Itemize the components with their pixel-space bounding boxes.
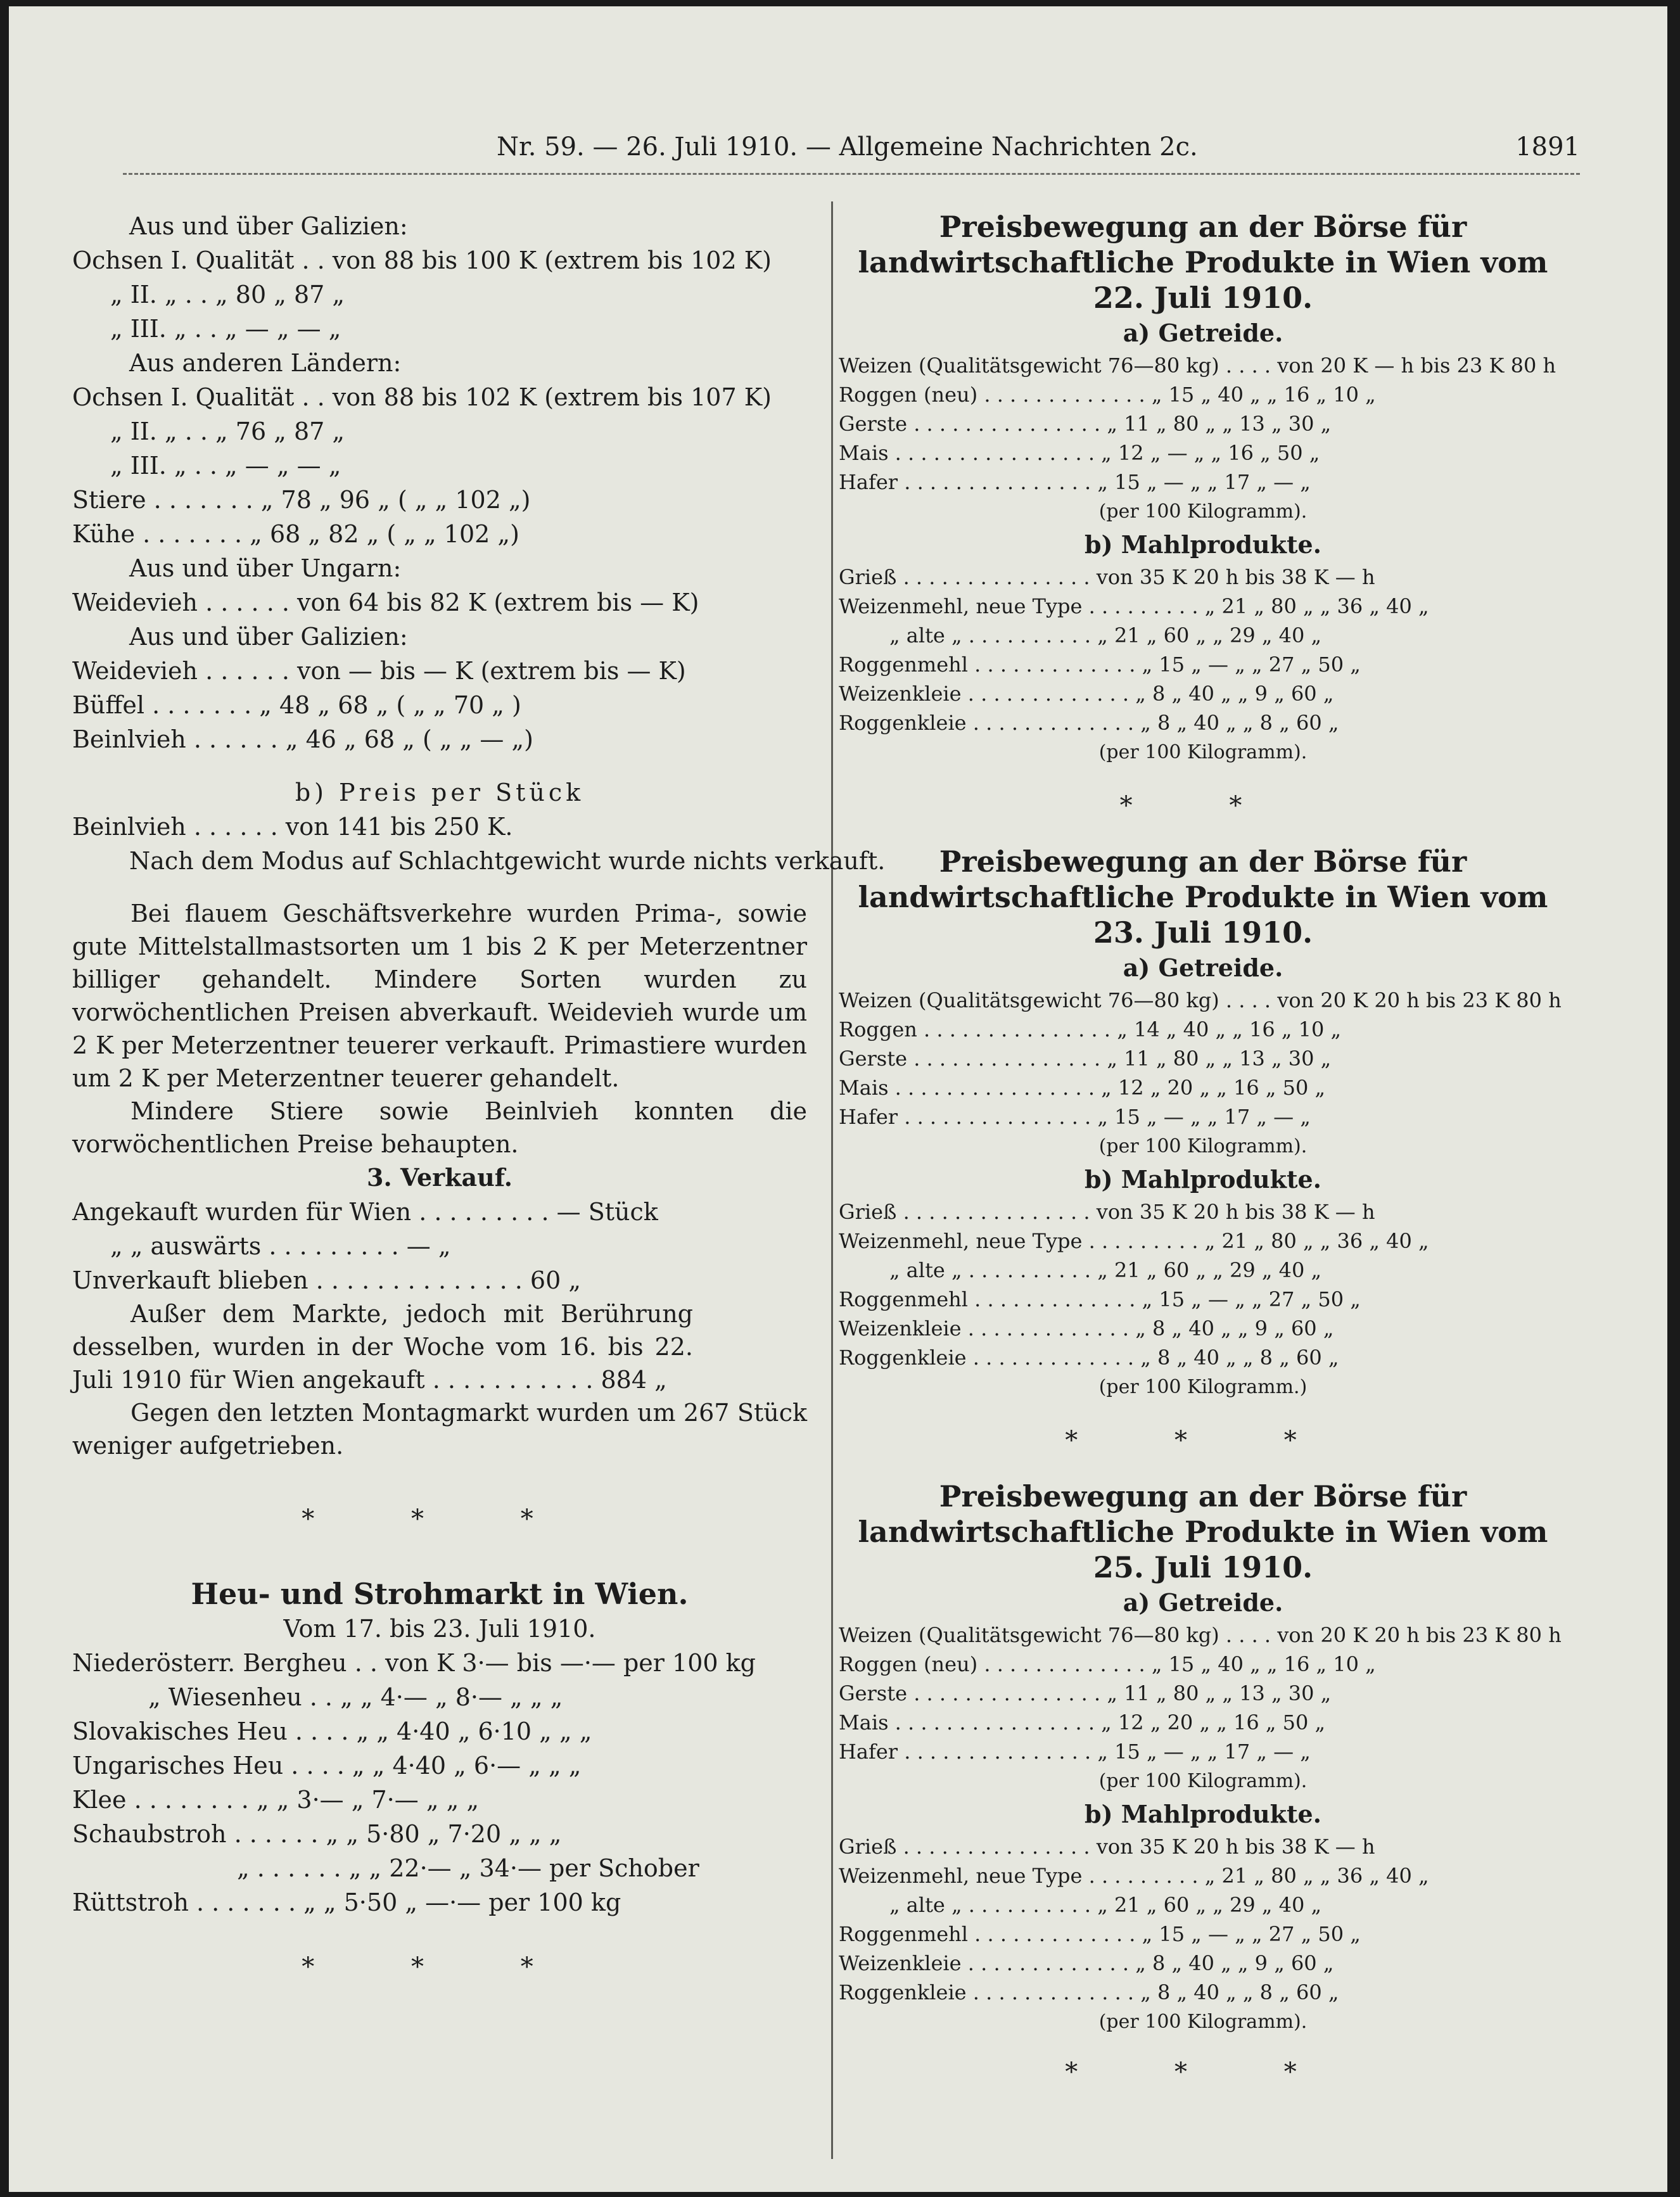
getreide-row: Weizen (Qualitätsgewicht 76—80 kg) . . . . von 20 K — h bis 23 K 80 h [839, 353, 1556, 378]
getreide-title: a) Getreide. [1123, 953, 1283, 982]
block-title: Preisbewegung an der Börse für landwirtschaftliche Produkte in Wien vom 22. Juli 1910. [858, 210, 1548, 315]
heu-subtitle: Vom 17. bis 23. Juli 1910. [283, 1615, 596, 1643]
getreide-title: a) Getreide. [1123, 319, 1283, 347]
separator-stars: * * * [1065, 2058, 1341, 2087]
heu-row: Rüttstroh . . . . . . . „ „ 5·50 „ —·— per 100 kg [72, 1888, 621, 1916]
price-row: Weidevieh . . . . . . von 64 bis 82 K (extrem bis — K) [72, 589, 699, 616]
unit-note: (per 100 Kilogramm). [1098, 1770, 1308, 1792]
heu-row: Slovakisches Heu . . . . „ „ 4·40 „ 6·10 „ „ „ [72, 1717, 592, 1745]
price-row: „ II. „ . . „ 76 „ 87 „ [110, 417, 345, 445]
mahl-row: Roggenkleie . . . . . . . . . . . . . „ 8 „ 40 „ „ 8 „ 60 „ [839, 711, 1339, 735]
getreide-row: Weizen (Qualitätsgewicht 76—80 kg) . . . . von 20 K 20 h bis 23 K 80 h [839, 988, 1562, 1012]
page-header [123, 124, 1580, 168]
header-title: Nr. 59. — 26. Juli 1910. — Allgemeine Nachrichten 2c. [497, 132, 1198, 162]
getreide-row: Mais . . . . . . . . . . . . . . . . „ 12 „ 20 „ „ 16 „ 50 „ [839, 1710, 1326, 1735]
price-row: Büffel . . . . . . . „ 48 „ 68 „ ( „ „ 70 „ ) [72, 691, 521, 719]
mahl-row: Roggenmehl . . . . . . . . . . . . . „ 15 „ — „ „ 27 „ 50 „ [839, 1287, 1361, 1311]
mahl-row: Weizenkleie . . . . . . . . . . . . . „ 8 „ 40 „ „ 9 „ 60 „ [839, 1951, 1334, 1975]
section-title: Aus und über Ungarn: [129, 554, 402, 582]
heu-row: Ungarisches Heu . . . . „ „ 4·40 „ 6·— „ „ „ [72, 1752, 582, 1780]
getreide-row: Gerste . . . . . . . . . . . . . . . „ 11 „ 80 „ „ 13 „ 30 „ [839, 412, 1332, 436]
separator-stars: * * * [302, 1952, 578, 1982]
getreide-row: Roggen (neu) . . . . . . . . . . . . . „ 15 „ 40 „ „ 16 „ 10 „ [839, 383, 1376, 407]
price-row: Ochsen I. Qualität . . von 88 bis 102 K (extrem bis 107 K) [72, 383, 772, 411]
mahl-row: Weizenmehl, neue Type . . . . . . . . . „ 21 „ 80 „ „ 36 „ 40 „ [839, 594, 1429, 618]
separator-stars: * * * [302, 1505, 578, 1534]
unit-note: (per 100 Kilogramm). [1098, 500, 1308, 523]
separator-stars: * * * [1065, 1426, 1341, 1455]
paragraph: Bei flauem Geschäftsverkehre wurden Prima-, sowie gute Mittelstallmastsorten um 1 bis 2 K per Meterzentner billiger gehandelt. Mindere Sorten wurden zu vorwöchentlichen Preisen abverkauft. Weidevieh wurde um 2 K per Meterzentner teuerer verkauft. Primastiere wurden um 2 K per Meterzentner teuerer gehandelt. [72, 900, 807, 1092]
header-rule [123, 173, 1580, 175]
preis-title: b) Preis per Stück [295, 779, 585, 806]
verkauf-row: „ „ auswärts . . . . . . . . . — „ [110, 1232, 451, 1260]
price-block-25-juli [839, 1479, 1567, 2107]
unit-note: (per 100 Kilogramm). [1098, 1135, 1308, 1157]
mahl-row: Grieß . . . . . . . . . . . . . . . von 35 K 20 h bis 38 K — h [839, 1835, 1375, 1859]
mahl-row: Weizenmehl, neue Type . . . . . . . . . „ 21 „ 80 „ „ 36 „ 40 „ [839, 1229, 1429, 1253]
mahl-row: Weizenkleie . . . . . . . . . . . . . „ 8 „ 40 „ „ 9 „ 60 „ [839, 682, 1334, 706]
page-number: 1891 [1515, 132, 1580, 162]
unit-note: (per 100 Kilogramm.) [1098, 1376, 1308, 1398]
heu-row: „ Wiesenheu . . „ „ 4·— „ 8·— „ „ „ [148, 1683, 563, 1711]
separator-stars: * * [1119, 791, 1287, 820]
mahl-row: Roggenmehl . . . . . . . . . . . . . „ 15 „ — „ „ 27 „ 50 „ [839, 1922, 1361, 1946]
getreide-row: Hafer . . . . . . . . . . . . . . . „ 15 „ — „ „ 17 „ — „ [839, 1105, 1311, 1129]
price-block-22-juli [839, 209, 1567, 844]
getreide-row: Hafer . . . . . . . . . . . . . . . „ 15 „ — „ „ 17 „ — „ [839, 1740, 1311, 1764]
heu-row: Schaubstroh . . . . . . „ „ 5·80 „ 7·20 „ „ „ [72, 1820, 562, 1848]
price-row: Beinlvieh . . . . . . von 141 bis 250 K. [72, 813, 513, 841]
heu-row: „ . . . . . . „ „ 22·— „ 34·— per Schober [237, 1854, 699, 1882]
mahl-row: Weizenkleie . . . . . . . . . . . . . „ 8 „ 40 „ „ 9 „ 60 „ [839, 1316, 1334, 1340]
price-row: „ III. „ . . „ — „ — „ [110, 452, 341, 480]
modus-text: Nach dem Modus auf Schlachtgewicht wurde nichts verkauft. [129, 847, 886, 875]
mahl-title: b) Mahlprodukte. [1085, 1165, 1321, 1194]
verkauf-row: Angekauft wurden für Wien . . . . . . . . . — Stück [72, 1198, 658, 1226]
section-title: Aus anderen Ländern: [129, 349, 402, 377]
getreide-row: Mais . . . . . . . . . . . . . . . . „ 12 „ — „ „ 16 „ 50 „ [839, 441, 1320, 465]
heu-title: Heu- und Strohmarkt in Wien. [191, 1577, 689, 1611]
mahl-row: Roggenmehl . . . . . . . . . . . . . „ 15 „ — „ „ 27 „ 50 „ [839, 653, 1361, 677]
mahl-row: Weizenmehl, neue Type . . . . . . . . . „ 21 „ 80 „ „ 36 „ 40 „ [839, 1864, 1429, 1888]
mahl-row: „ alte „ . . . . . . . . . . „ 21 „ 60 „ „ 29 „ 40 „ [889, 1893, 1322, 1917]
price-row: Weidevieh . . . . . . von — bis — K (extrem bis — K) [72, 657, 686, 685]
getreide-row: Hafer . . . . . . . . . . . . . . . „ 15 „ — „ „ 17 „ — „ [839, 470, 1311, 494]
price-row: Ochsen I. Qualität . . von 88 bis 100 K (extrem bis 102 K) [72, 246, 772, 274]
mahl-row: „ alte „ . . . . . . . . . . „ 21 „ 60 „ „ 29 „ 40 „ [889, 623, 1322, 647]
left-column [72, 209, 886, 2015]
column-divider [831, 201, 833, 2159]
price-block-23-juli [839, 844, 1567, 1479]
section-title: Aus und über Galizien: [129, 623, 408, 651]
getreide-row: Mais . . . . . . . . . . . . . . . . „ 12 „ 20 „ „ 16 „ 50 „ [839, 1076, 1326, 1100]
price-row: Kühe . . . . . . . „ 68 „ 82 „ ( „ „ 102 „) [72, 520, 519, 548]
mahl-row: Grieß . . . . . . . . . . . . . . . von 35 K 20 h bis 38 K — h [839, 565, 1375, 589]
mahl-row: „ alte „ . . . . . . . . . . „ 21 „ 60 „ „ 29 „ 40 „ [889, 1258, 1322, 1282]
mahl-row: Grieß . . . . . . . . . . . . . . . von 35 K 20 h bis 38 K — h [839, 1200, 1375, 1224]
paragraph: Gegen den letzten Montagmarkt wurden um 267 Stück weniger aufgetrieben. [72, 1399, 807, 1460]
mahl-title: b) Mahlprodukte. [1085, 1800, 1321, 1828]
block-title: Preisbewegung an der Börse für landwirtschaftliche Produkte in Wien vom 23. Juli 1910. [858, 844, 1548, 950]
getreide-row: Weizen (Qualitätsgewicht 76—80 kg) . . . . von 20 K 20 h bis 23 K 80 h [839, 1623, 1562, 1647]
price-row: „ III. „ . . „ — „ — „ [110, 315, 341, 343]
newspaper-page [9, 6, 1667, 2192]
price-row: Beinlvieh . . . . . . „ 46 „ 68 „ ( „ „ — „) [72, 725, 533, 753]
heu-row: Klee . . . . . . . . „ „ 3·— „ 7·— „ „ „ [72, 1786, 480, 1814]
getreide-title: a) Getreide. [1123, 1588, 1283, 1617]
paragraph: Außer dem Markte, jedoch mit Berührung desselben, wurden in der Woche vom 16. bis 22. Juli 1910 für Wien angekauft . . . . . . . . . . . 884 „ [72, 1300, 693, 1394]
unit-note: (per 100 Kilogramm). [1098, 741, 1308, 763]
getreide-row: Gerste . . . . . . . . . . . . . . . „ 11 „ 80 „ „ 13 „ 30 „ [839, 1681, 1332, 1705]
mahl-row: Roggenkleie . . . . . . . . . . . . . „ 8 „ 40 „ „ 8 „ 60 „ [839, 1980, 1339, 2004]
getreide-row: Gerste . . . . . . . . . . . . . . . „ 11 „ 80 „ „ 13 „ 30 „ [839, 1047, 1332, 1071]
block-title: Preisbewegung an der Börse für landwirtschaftliche Produkte in Wien vom 25. Juli 1910. [858, 1479, 1548, 1584]
mahl-title: b) Mahlprodukte. [1085, 530, 1321, 559]
price-row: Stiere . . . . . . . „ 78 „ 96 „ ( „ „ 102 „) [72, 486, 531, 514]
mahl-row: Roggenkleie . . . . . . . . . . . . . „ 8 „ 40 „ „ 8 „ 60 „ [839, 1346, 1339, 1370]
getreide-row: Roggen . . . . . . . . . . . . . . . „ 14 „ 40 „ „ 16 „ 10 „ [839, 1017, 1342, 1041]
verkauf-row: Unverkauft blieben . . . . . . . . . . . . . . 60 „ [72, 1266, 582, 1294]
section-title: Aus und über Galizien: [129, 212, 408, 240]
verkauf-title: 3. Verkauf. [367, 1163, 512, 1192]
paragraph: Mindere Stiere sowie Beinlvieh konnten die vorwöchentlichen Preise behaupten. [72, 1097, 807, 1158]
unit-note: (per 100 Kilogramm). [1098, 2011, 1308, 2033]
price-row: „ II. „ . . „ 80 „ 87 „ [110, 281, 345, 309]
heu-row: Niederösterr. Bergheu . . von K 3·— bis —·— per 100 kg [72, 1649, 756, 1677]
right-column [839, 209, 1567, 2107]
getreide-row: Roggen (neu) . . . . . . . . . . . . . „ 15 „ 40 „ „ 16 „ 10 „ [839, 1652, 1376, 1676]
